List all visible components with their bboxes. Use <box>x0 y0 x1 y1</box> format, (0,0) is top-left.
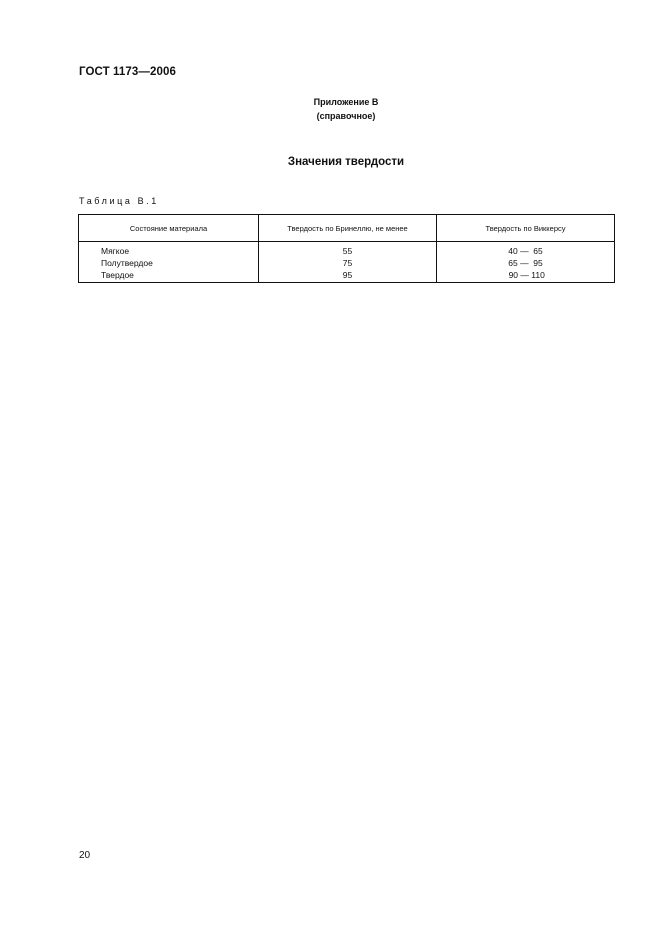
appendix-title: Приложение В <box>313 97 379 107</box>
column-header-vickers: Твердость по Виккерсу <box>437 215 615 242</box>
cell-vickers: 40 — 65 <box>437 242 615 258</box>
document-code: ГОСТ 1173—2006 <box>79 66 176 78</box>
cell-brinell: 55 <box>259 242 437 258</box>
cell-state: Мягкое <box>79 242 259 258</box>
column-header-state: Состояние материала <box>79 215 259 242</box>
hardness-table <box>78 214 615 283</box>
appendix-heading <box>0 95 661 123</box>
cell-brinell: 95 <box>259 269 437 283</box>
cell-state: Полутвердое <box>79 257 259 269</box>
section-title: Значения твердости <box>287 156 405 168</box>
column-header-brinell: Твердость по Бринеллю, не менее <box>259 215 437 242</box>
table-row <box>79 269 615 283</box>
table-header-row <box>79 215 615 242</box>
appendix-subtitle: (справочное) <box>316 111 376 121</box>
page-number: 20 <box>79 850 91 861</box>
table-row <box>79 242 615 258</box>
table-row <box>79 257 615 269</box>
cell-vickers: 65 — 95 <box>437 257 615 269</box>
cell-vickers: 90 — 110 <box>437 269 615 283</box>
cell-brinell: 75 <box>259 257 437 269</box>
table-caption: Таблица В.1 <box>79 196 159 206</box>
cell-state: Твердое <box>79 269 259 283</box>
